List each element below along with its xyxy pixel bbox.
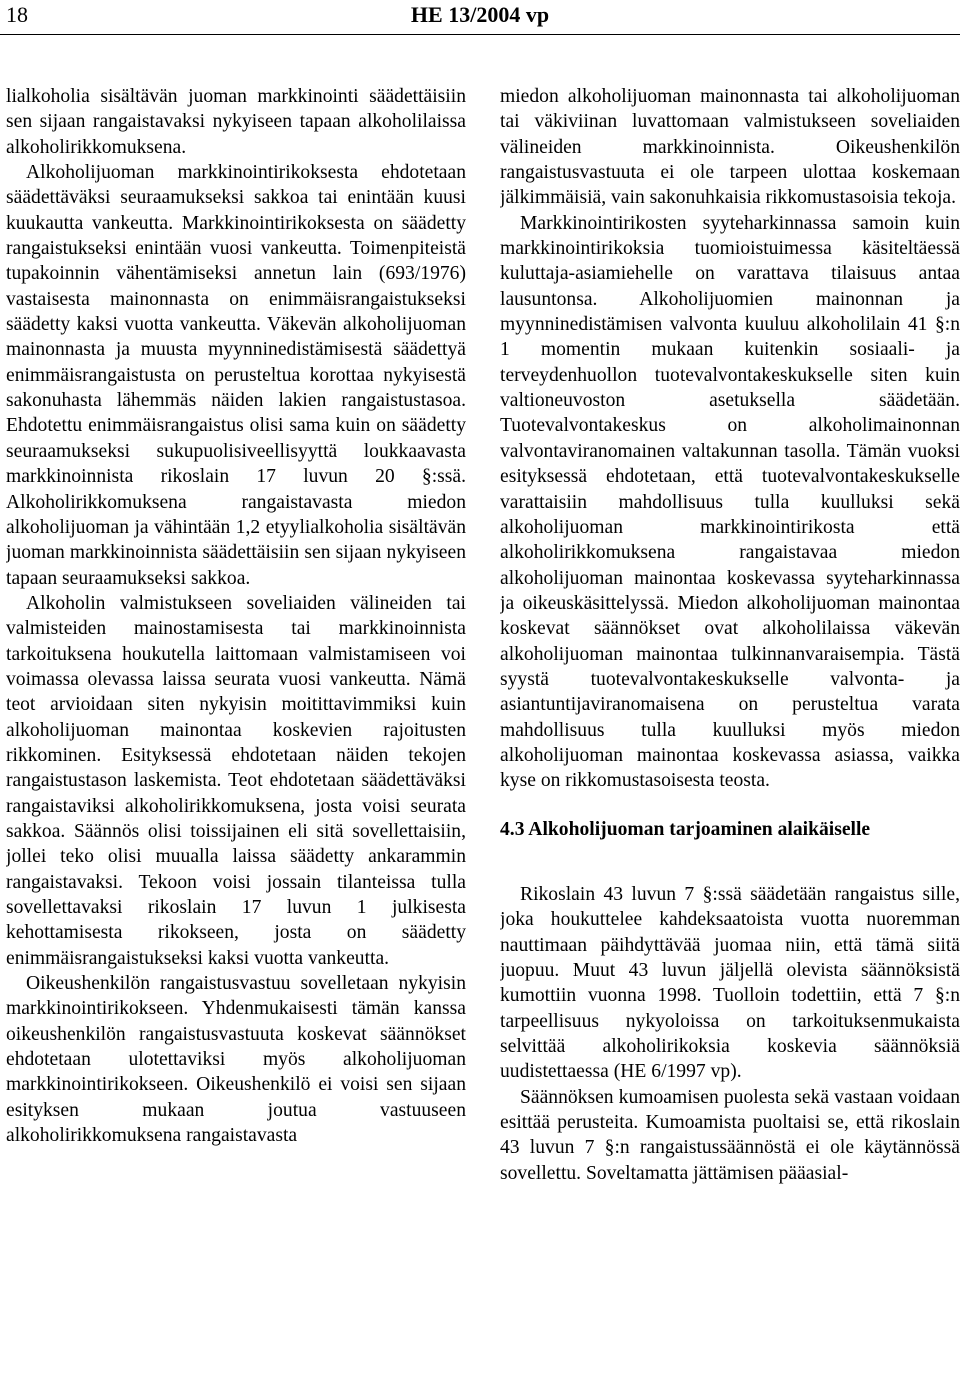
page-header [0,0,960,36]
document-id: HE 13/2004 vp [410,2,550,27]
section-heading: 4.3 Alkoholijuoman tarjoaminen alaikäiselle [500,818,871,840]
header-divider [0,34,960,35]
right-paragraph-4: Säännöksen kumoamisen puolesta sekä vastaan voidaan esittää perusteita. Kumoamista puoltaisi se, että rikoslain 43 luvun 7 §:n rangaistussäännöstä ei ole käytännössä sovellettu. Soveltamatta jättämisen pääasial- [500,1086,960,1184]
right-paragraph-1: miedon alkoholijuoman mainonnasta tai alkoholijuoman tai väkiviinan luvattomaan valmistukseen soveliaiden välineiden markkinoinnista. Oikeushenkilön rangaistusvastuuta ei ole tarpeen ulottaa koskemaan jälkimmäisiä, vain sakonuhkaisia rikkomustasoisia tekoja. [500,86,960,209]
left-paragraph-1: lialkoholia sisältävän juoman markkinointi säädettäisiin sen sijaan rangaistavaksi nykyiseen tapaan alkoholilaissa alkoholirikkomuksena. [6,86,466,158]
left-paragraph-4: Oikeushenkilön rangaistusvastuu sovelletaan nykyisin markkinointirikokseen. Yhdenmukaisesti tämän kanssa oikeushenkilön rangaistusvastuuta koskevat säännökset ehdotetaan ulotettaviksi myös alkoholijuoman markkinointirikokseen. Oikeushenkilö ei voisi sen sijaan esityksen mukaan joutua vastuuseen alkoholirikkomuksena rangaistavasta [6,973,466,1147]
left-column [6,84,466,1394]
left-paragraph-3: Alkoholin valmistukseen soveliaiden välineiden tai valmisteiden mainostamisesta tai markkinoinnista tarkoituksena houkutella laittomaan valmistamiseen voi voimassa olevassa laissa seurata vuosi vankeutta. Nämä teot arvioidaan siten nykyisin moitittavimmiksi kuin alkoholijuoman mainontaa koskevien rajoitusten rikkominen. Esityksessä ehdotetaan näiden tekojen rangaistustason laskemista. Teot ehdotetaan säädettäväksi rangaistaviksi alkoholirikkomuksena, josta voisi seurata sakkoa. Säännös olisi toissijainen eli sitä sovellettaisiin, jollei teko olisi muualla laissa säädetty ankarammin rangaistavaksi. Tekoon voisi jossain tilanteissa tulla sovellettavaksi rikoslain 17 luvun 1 julkisesta kehottamisesta rikokseen, josta on säädetty enimmäisrangaistukseksi kaksi vuotta vankeutta. [6,592,466,969]
right-paragraph-2: Markkinointirikosten syyteharkinnassa samoin kuin markkinointirikoksia tuomioistuimessa käsiteltäessä kuluttaja-asiamiehelle on varattava tilaisuus antaa lausuntonsa. Alkoholijuomien mainonnan ja myynninedistämisen valvonta kuuluu alkoholilain 41 §:n 1 momentin mukaan kuitenkin sosiaali- ja terveydenhuollon tuotevalvontakeskukselle siten kuin valtioneuvoston asetuksella säädetään. Tuotevalvontakeskus on alkoholimainonnan valvontaviranomainen valtakunnan tasolla. Tämän vuoksi esityksessä ehdotetaan, että tuotevalvontakeskukselle varattaisiin mahdollisuus tulla kuulluksi sekä alkoholijuoman markkinointirikosta että alkoholirikkomuksena rangaistavaa miedon alkoholijuoman mainontaa koskevassa syyteharkinnassa ja oikeuskäsittelyssä. Miedon alkoholijuoman mainontaa koskevat säännökset ovat alkoholilaissa väkevän alkoholijuoman mainontaa tulkinnanvaraisempia. Tästä syystä tuotevalvontakeskukselle valvonta- ja asiantuntijaviranomaisena on perusteltua varata mahdollisuus tulla kuulluksi myös miedon alkoholijuoman mainontaa koskevassa asiassa, vaikka kyse on rikkomustasoisesta teosta. [500,212,960,792]
right-paragraph-3: Rikoslain 43 luvun 7 §:ssä säädetään rangaistus sille, joka houkuttelee kahdeksaatoista vuotta nuoremman nauttimaan päihdyttävää juomaa niin, että tämä siitä juopuu. Muut 43 luvun jäljellä olevista säännöksistä kumottiin vuonna 1998. Tuolloin todettiin, että 7 §:n tarpeellisuus nykyoloissa on tarkoituksenmukaista selvittää alkoholirikoksia koskevia säännöksiä uudistettaessa (HE 6/1997 vp). [500,883,960,1083]
page-number: 18 [6,2,28,27]
left-paragraph-2: Alkoholijuoman markkinointirikoksesta ehdotetaan säädettäväksi seuraamukseksi sakkoa tai enintään kuusi kuukautta vankeutta. Markkinointirikoksesta on säädetty rangaistukseksi enintään vuosi vankeutta. Toimenpiteistä tupakoinnin vähentämiseksi annetun lain (693/1976) vastaisesta mainonnasta on enimmäisrangaistukseksi säädetty kaksi vuotta vankeutta. Väkevän alkoholijuoman mainonnasta ja muusta myynninedistämisestä säädettyä enimmäisrangaistusta on perusteltua korottaa nykyisestä sakonuhasta lähemmäs näiden lakien rangaistustasoa. Ehdotettu enimmäisrangaistus olisi sama kuin on säädetty seuraamukseksi sukupuolisiveellisyyttä loukkaavasta markkinoinnista rikoslain 17 luvun 20 §:ssä. Alkoholirikkomuksena rangaistavasta miedon alkoholijuoman ja vähintään 1,2 etyylialkoholia sisältävän juoman markkinoinnista säädettäisiin sen sijaan nykyiseen tapaan seuraamukseksi sakkoa. [6,162,466,589]
right-column [500,84,960,1394]
